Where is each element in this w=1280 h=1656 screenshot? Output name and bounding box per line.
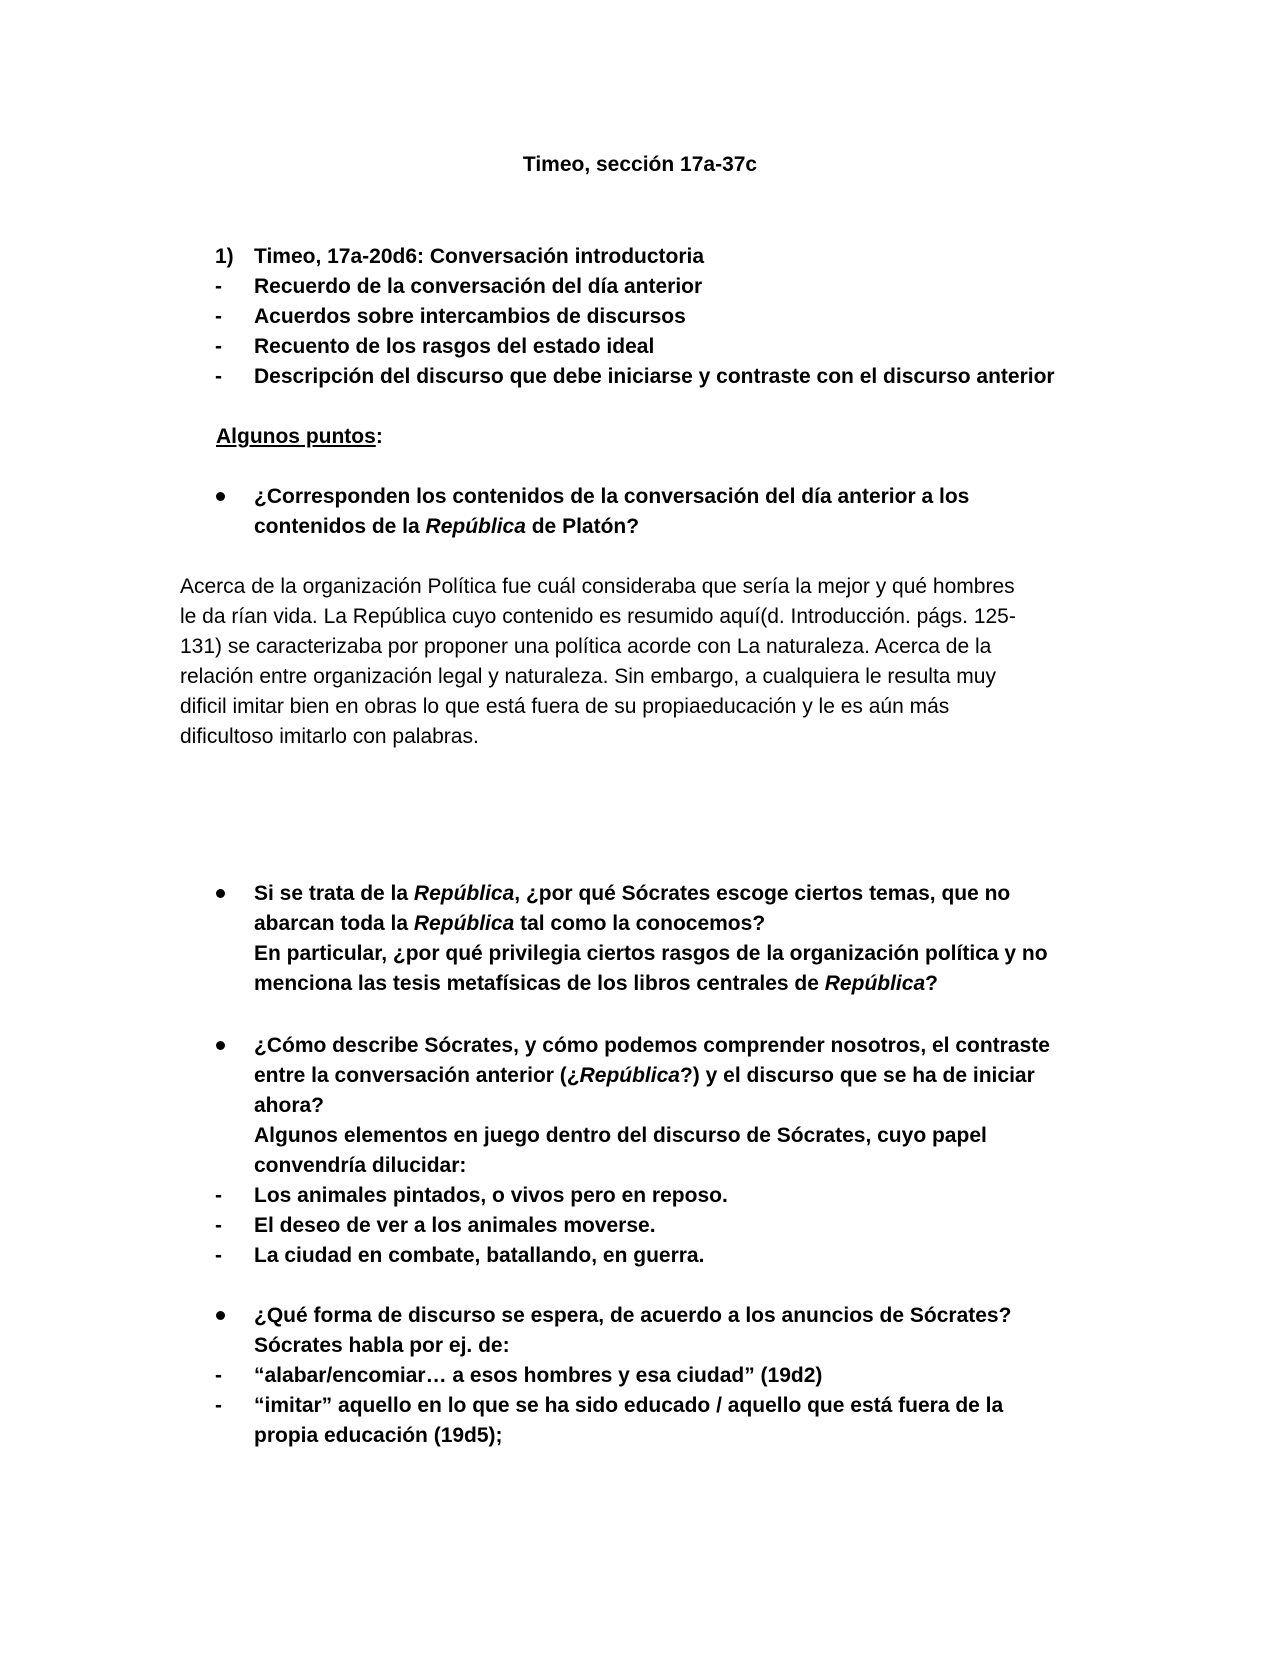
dash-marker: - bbox=[215, 1364, 222, 1387]
question-3-line-1: ¿Cómo describe Sócrates, y cómo podemos comprender nosotros, el contraste bbox=[254, 1034, 1050, 1057]
bullet-icon bbox=[216, 1311, 225, 1320]
paragraph-line: dificultoso imitarlo con palabras. bbox=[180, 725, 479, 748]
paragraph-line: dificil imitar bien en obras lo que está fuera de su propiaeducación y le es aún más bbox=[180, 695, 950, 718]
question-3-line-3: ahora? bbox=[254, 1094, 325, 1117]
question-3-line-5: convendría dilucidar: bbox=[254, 1154, 467, 1177]
section-item: Descripción del discurso que debe iniciarse y contraste con el discurso anterior bbox=[254, 365, 1055, 388]
italic-run: República bbox=[413, 882, 515, 905]
dash-marker: - bbox=[215, 275, 222, 298]
italic-run: República bbox=[425, 515, 526, 538]
dash-marker: - bbox=[215, 1244, 222, 1267]
text-run: contenidos de la bbox=[254, 515, 426, 538]
question-3-item: Los animales pintados, o vivos pero en reposo. bbox=[254, 1184, 728, 1207]
section-number: 1) bbox=[215, 245, 234, 268]
question-4-item: “alabar/encomiar… a esos hombres y esa ciudad” (19d2) bbox=[254, 1364, 823, 1387]
paragraph-line: le da rían vida. La República cuyo contenido es resumido aquí(d. Introducción. págs. 125- bbox=[180, 605, 1016, 628]
section-item: Recuento de los rasgos del estado ideal bbox=[254, 335, 655, 358]
question-4-line-2: Sócrates habla por ej. de: bbox=[254, 1334, 510, 1357]
question-3-item: La ciudad en combate, batallando, en guerra. bbox=[254, 1244, 705, 1267]
dash-marker: - bbox=[215, 1214, 222, 1237]
question-1-line-1: ¿Corresponden los contenidos de la conversación del día anterior a los bbox=[254, 485, 970, 508]
section-heading: Timeo, 17a-20d6: Conversación introductoria bbox=[254, 245, 705, 268]
points-heading bbox=[216, 422, 383, 452]
points-heading-colon: : bbox=[375, 425, 383, 448]
text-run: entre la conversación anterior (¿ bbox=[254, 1064, 580, 1087]
paragraph-line: 131) se caracterizaba por proponer una política acorde con La naturaleza. Acerca de la bbox=[180, 635, 992, 658]
text-run: menciona las tesis metafísicas de los libros centrales de bbox=[254, 972, 825, 995]
text-run: ? bbox=[925, 972, 938, 995]
question-2-line-2 bbox=[254, 909, 765, 939]
text-run: de Platón? bbox=[525, 515, 640, 538]
question-2-line-1 bbox=[254, 879, 1010, 909]
paragraph-line: relación entre organización legal y naturaleza. Sin embargo, a cualquiera le resulta muy bbox=[180, 665, 996, 688]
question-4-item-continued: propia educación (19d5); bbox=[254, 1424, 503, 1447]
section-item: Recuerdo de la conversación del día anterior bbox=[254, 275, 703, 298]
italic-run: República bbox=[413, 912, 515, 935]
question-4-item: “imitar” aquello en lo que se ha sido educado / aquello que está fuera de la bbox=[254, 1394, 1004, 1417]
question-4-line-1: ¿Qué forma de discurso se espera, de acuerdo a los anuncios de Sócrates? bbox=[254, 1304, 1012, 1327]
dash-marker: - bbox=[215, 1394, 222, 1417]
text-run: ?) y el discurso que se ha de iniciar bbox=[679, 1064, 1035, 1087]
text-run: Si se trata de la bbox=[254, 882, 414, 905]
italic-run: República bbox=[579, 1064, 680, 1087]
text-run: , ¿por qué Sócrates escoge ciertos temas, que no bbox=[514, 882, 1011, 905]
bullet-icon bbox=[216, 889, 225, 898]
question-3-line-2 bbox=[254, 1061, 1035, 1091]
document-title: Timeo, sección 17a-37c bbox=[522, 153, 758, 176]
italic-run: República bbox=[824, 972, 926, 995]
question-2-line-4 bbox=[254, 969, 938, 999]
bullet-icon bbox=[216, 492, 225, 501]
dash-marker: - bbox=[215, 335, 222, 358]
bullet-icon bbox=[216, 1041, 225, 1050]
dash-marker: - bbox=[215, 365, 222, 388]
points-heading-text: Algunos puntos bbox=[216, 425, 376, 448]
dash-marker: - bbox=[215, 305, 222, 328]
section-item: Acuerdos sobre intercambios de discursos bbox=[254, 305, 686, 328]
question-1-line-2 bbox=[254, 512, 639, 542]
paragraph-line: Acerca de la organización Política fue cuál consideraba que sería la mejor y qué hombres bbox=[180, 575, 1015, 598]
question-3-line-4: Algunos elementos en juego dentro del discurso de Sócrates, cuyo papel bbox=[254, 1124, 987, 1147]
question-2-line-3: En particular, ¿por qué privilegia ciertos rasgos de la organización política y no bbox=[254, 942, 1048, 965]
text-run: abarcan toda la bbox=[254, 912, 414, 935]
question-3-item: El deseo de ver a los animales moverse. bbox=[254, 1214, 656, 1237]
dash-marker: - bbox=[215, 1184, 222, 1207]
text-run: tal como la conocemos? bbox=[514, 912, 766, 935]
